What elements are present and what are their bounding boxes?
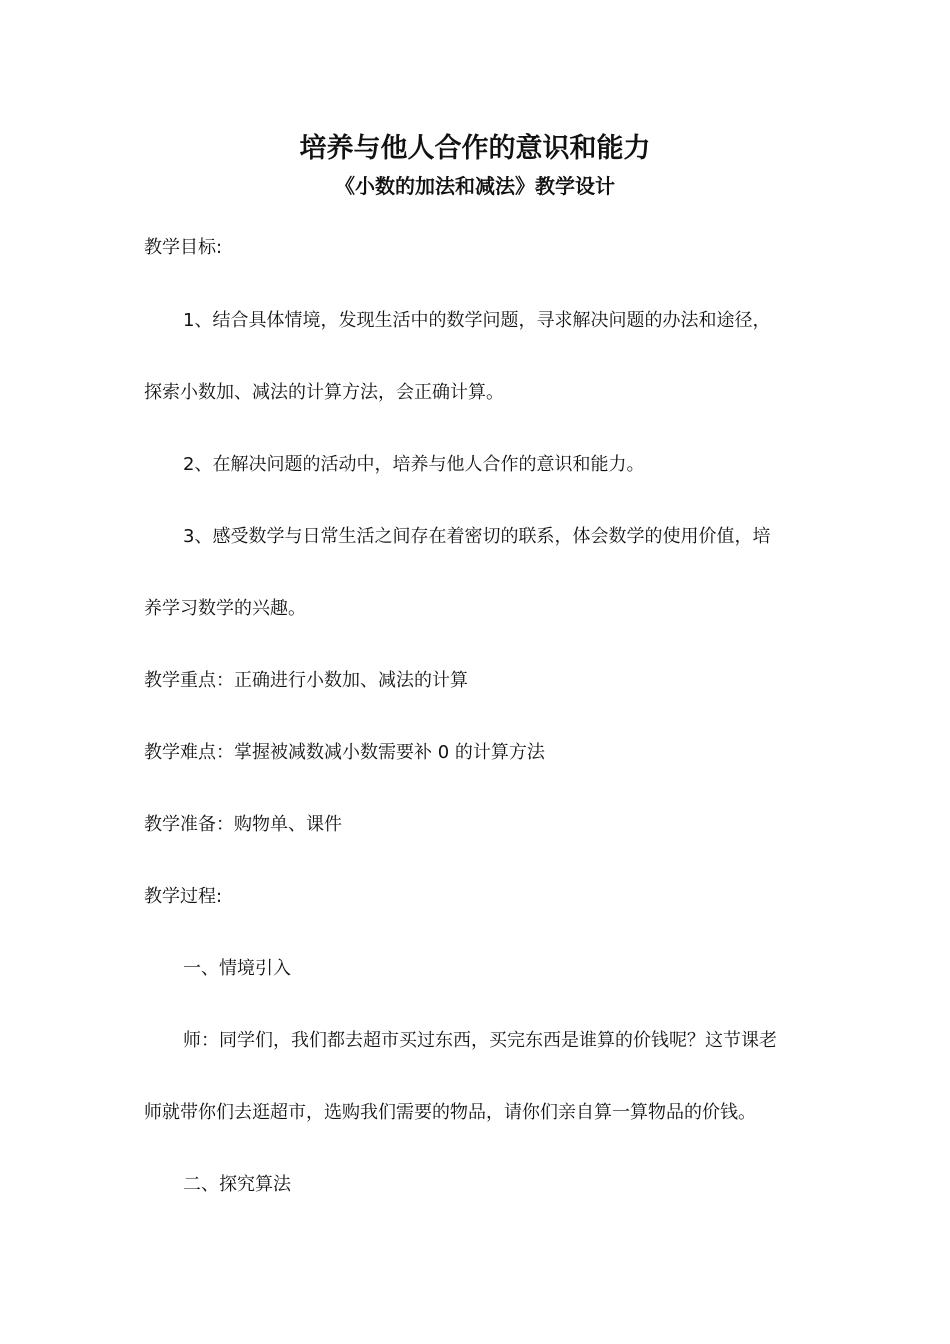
section-heading-objectives: 教学目标: — [144, 237, 223, 258]
paragraph-line: 1、结合具体情境，发现生活中的数学问题，寻求解决问题的办法和途径， — [183, 310, 771, 331]
paragraph-line: 师就带你们去逛超市，选购我们需要的物品，请你们亲自算一算物品的价钱。 — [144, 1102, 756, 1123]
paragraph-line: 3、感受数学与日常生活之间存在着密切的联系，体会数学的使用价值，培 — [183, 526, 771, 547]
subsection-heading: 一、情境引入 — [183, 958, 291, 979]
document-title: 培养与他人合作的意识和能力 — [299, 133, 651, 164]
subsection-heading: 二、探究算法 — [183, 1174, 291, 1195]
document-subtitle: 《小数的加法和减法》教学设计 — [335, 174, 615, 198]
difficult-points-line: 教学难点：掌握被减数减小数需要补 0 的计算方法 — [144, 742, 545, 763]
section-heading-process: 教学过程: — [144, 886, 223, 907]
paragraph-line: 探索小数加、减法的计算方法，会正确计算。 — [144, 382, 504, 403]
paragraph-line: 养学习数学的兴趣。 — [144, 598, 306, 619]
key-points-line: 教学重点：正确进行小数加、减法的计算 — [144, 670, 468, 691]
paragraph-line: 2、在解决问题的活动中，培养与他人合作的意识和能力。 — [183, 454, 645, 475]
paragraph-line: 师：同学们，我们都去超市买过东西，买完东西是谁算的价钱呢？这节课老 — [183, 1030, 777, 1051]
preparation-line: 教学准备：购物单、课件 — [144, 814, 342, 835]
